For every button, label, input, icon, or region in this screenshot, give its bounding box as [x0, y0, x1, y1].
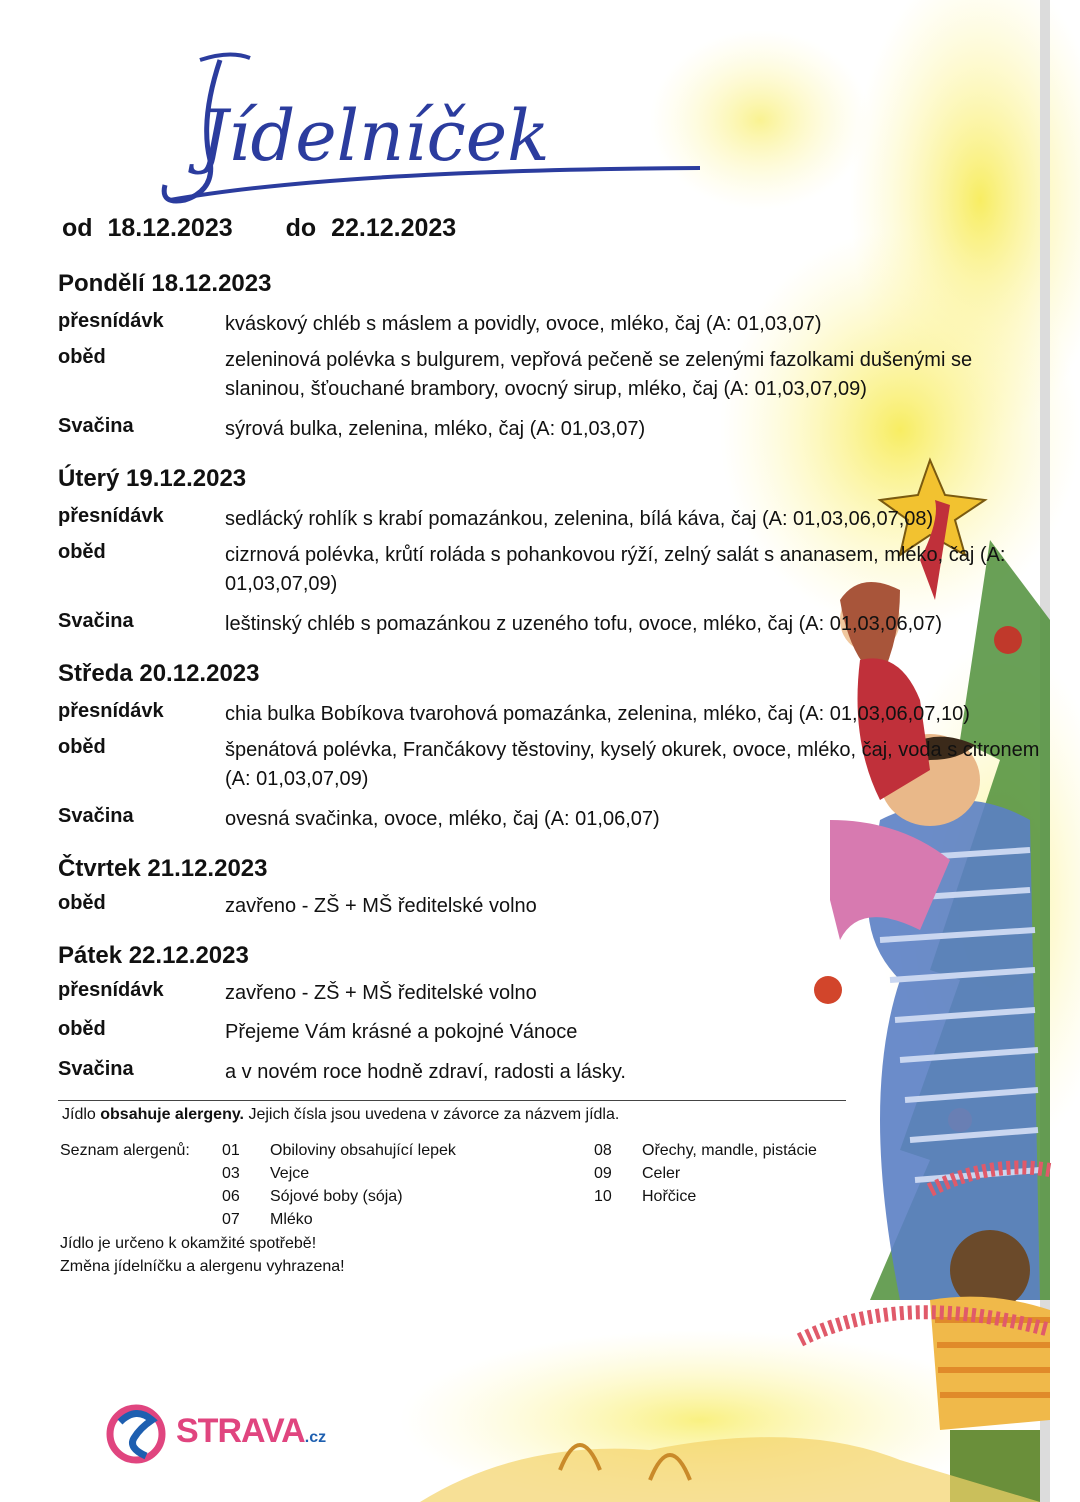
meal-desc: kváskový chléb s máslem a povidly, ovoce, mléko, čaj (A: 01,03,07) [225, 313, 822, 335]
title-text: Jídelníček [200, 95, 550, 177]
allergen-note-bold: obsahuje alergeny. [100, 1106, 244, 1123]
meal-type: Svačina [58, 805, 134, 827]
date-range [62, 214, 456, 243]
allergen-note [62, 1106, 619, 1124]
day-heading-thursday: Čtvrtek 21.12.2023 [58, 855, 268, 882]
meal-desc: špenátová polévka, Frančákovy těstoviny, kyselý okurek, ovoce, mléko, čaj, voda s citronem (A: 01,03,07,09) [225, 739, 1040, 790]
meal-desc: sýrová bulka, zelenina, mléko, čaj (A: 01,03,07) [225, 418, 646, 440]
meal-type: oběd [58, 892, 106, 914]
allergen-code: 06 [222, 1188, 240, 1205]
allergen-note-prefix: Jídlo [62, 1106, 96, 1123]
meal-type: oběd [58, 736, 106, 758]
allergen-code: 07 [222, 1211, 240, 1228]
allergen-item [594, 1162, 680, 1185]
allergen-name: Vejce [270, 1165, 310, 1182]
meal-desc: leštinský chléb s pomazánkou z uzeného tofu, ovoce, mléko, čaj (A: 01,03,06,07) [225, 613, 943, 635]
meal-type: přesnídávk [58, 979, 164, 1001]
allergen-note-suffix: Jejich čísla jsou uvedena v závorce za názvem jídla. [248, 1106, 620, 1123]
meal-desc: Přejeme Vám krásné a pokojné Vánoce [225, 1021, 578, 1043]
strava-logo-suffix: .cz [304, 1429, 327, 1446]
date-to-label: do [285, 214, 317, 242]
date-to: 22.12.2023 [331, 214, 457, 242]
meal-desc: zeleninová polévka s bulgurem, vepřová pečeně se zelenými fazolkami dušenými se slaninou, šťouchané brambory, ovocný sirup, mléko, čaj (A: 01,03,07,09) [225, 349, 973, 400]
allergen-code: 10 [594, 1188, 612, 1205]
allergen-code: 09 [594, 1165, 612, 1182]
meal-desc: zavřeno - ZŠ + MŠ ředitelské volno [225, 895, 537, 917]
date-from-label: od [62, 214, 93, 242]
allergen-name: Hořčice [642, 1188, 697, 1205]
meal-desc: chia bulka Bobíkova tvarohová pomazánka, zelenina, mléko, čaj (A: 01,03,06,07,10) [225, 703, 970, 725]
footer-note: Jídlo je určeno k okamžité spotřebě! [60, 1235, 317, 1252]
meal-desc: ovesná svačinka, ovoce, mléko, čaj (A: 01,06,07) [225, 808, 660, 830]
allergen-name: Obiloviny obsahující lepek [270, 1142, 456, 1159]
allergen-item [594, 1185, 696, 1208]
meal-desc: cizrnová polévka, krůtí roláda s pohankovou rýží, zelný salát s ananasem, mléko, čaj (A: 01,03,07,09) [225, 544, 1006, 595]
strava-logo-text [176, 1412, 326, 1451]
allergen-item [222, 1139, 456, 1162]
divider [58, 1100, 846, 1101]
allergen-name: Ořechy, mandle, pistácie [642, 1142, 817, 1159]
allergen-item [222, 1185, 403, 1208]
meal-type: oběd [58, 541, 106, 563]
allergen-name: Sójové boby (sója) [270, 1188, 403, 1205]
meal-desc: a v novém roce hodně zdraví, radosti a lásky. [225, 1061, 626, 1083]
strava-logo-word: STRAVA [176, 1412, 305, 1450]
strava-logo [106, 1398, 327, 1470]
allergen-name: Mléko [270, 1211, 313, 1228]
meal-type: oběd [58, 346, 106, 368]
day-heading-wednesday: Středa 20.12.2023 [58, 660, 260, 687]
meal-desc: sedlácký rohlík s krabí pomazánkou, zelenina, bílá káva, čaj (A: 01,03,06,07,08) [225, 508, 934, 530]
meal-type: oběd [58, 1018, 106, 1040]
day-heading-friday: Pátek 22.12.2023 [58, 942, 249, 969]
day-heading-tuesday: Úterý 19.12.2023 [58, 465, 247, 492]
meal-desc: zavřeno - ZŠ + MŠ ředitelské volno [225, 982, 537, 1004]
allergen-list-label: Seznam alergenů: [60, 1142, 190, 1159]
allergen-item [594, 1139, 817, 1162]
allergen-name: Celer [642, 1165, 681, 1182]
meal-type: přesnídávk [58, 310, 164, 332]
date-from: 18.12.2023 [107, 214, 233, 242]
allergen-code: 08 [594, 1142, 612, 1159]
allergen-code: 01 [222, 1142, 240, 1159]
allergen-item [222, 1208, 313, 1231]
allergen-item [222, 1162, 309, 1185]
strava-logo-icon [106, 1398, 170, 1470]
meal-type: Svačina [58, 1058, 134, 1080]
meal-type: Svačina [58, 415, 134, 437]
footer-note: Změna jídelníčku a alergenu vyhrazena! [60, 1258, 345, 1275]
day-heading-monday: Pondělí 18.12.2023 [58, 270, 272, 297]
title-logo [140, 50, 710, 220]
meal-type: přesnídávk [58, 505, 164, 527]
meal-type: Svačina [58, 610, 134, 632]
meal-type: přesnídávk [58, 700, 164, 722]
allergen-code: 03 [222, 1165, 240, 1182]
